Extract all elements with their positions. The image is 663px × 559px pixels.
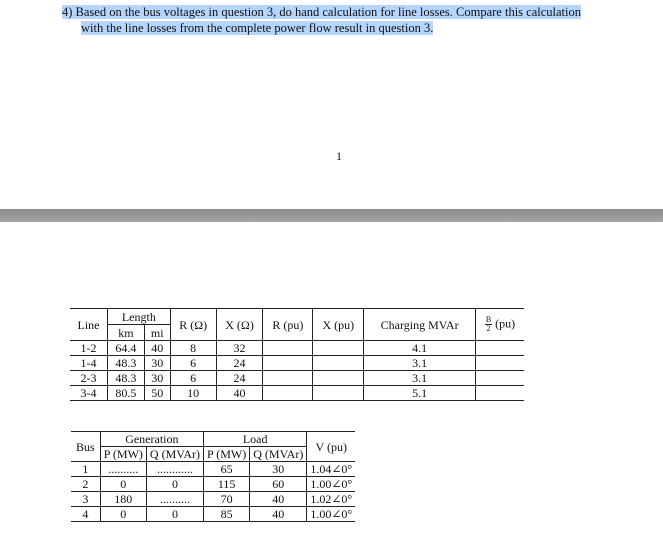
header-q-gen: Q (MVAr) bbox=[146, 447, 203, 462]
table-row bbox=[70, 356, 524, 371]
cell-line: 2-3 bbox=[70, 371, 107, 386]
header-p-load: P (MW) bbox=[204, 447, 250, 462]
cell-charging: 5.1 bbox=[364, 386, 476, 401]
cell-voltage: 1.00∠0° bbox=[307, 507, 355, 522]
header-r-ohm: R (Ω) bbox=[170, 309, 216, 341]
table-row bbox=[71, 492, 355, 507]
cell-voltage: 1.04∠0° bbox=[307, 462, 355, 477]
page-number: 1 bbox=[336, 149, 342, 163]
cell-r-ohm: 8 bbox=[170, 341, 216, 356]
header-bus: Bus bbox=[71, 432, 100, 462]
cell-p-gen: 0 bbox=[100, 477, 146, 492]
table-row bbox=[70, 371, 524, 386]
header-charging: Charging MVAr bbox=[364, 309, 476, 341]
table-row bbox=[71, 507, 355, 522]
cell-p-load: 70 bbox=[204, 492, 250, 507]
cell-x-pu bbox=[313, 341, 364, 356]
cell-r-ohm: 6 bbox=[170, 356, 216, 371]
cell-p-gen: .......... bbox=[100, 462, 146, 477]
cell-x-pu bbox=[313, 386, 364, 401]
b-denominator: 2 bbox=[486, 324, 491, 333]
line-data-table bbox=[70, 308, 524, 401]
cell-b-pu bbox=[475, 356, 524, 371]
cell-q-load: 40 bbox=[250, 492, 307, 507]
cell-r-pu bbox=[263, 371, 313, 386]
cell-km: 80.5 bbox=[107, 386, 144, 401]
cell-r-pu bbox=[263, 386, 313, 401]
question-text bbox=[62, 4, 642, 36]
cell-line: 1-4 bbox=[70, 356, 107, 371]
cell-p-gen: 0 bbox=[100, 507, 146, 522]
table-row bbox=[71, 477, 355, 492]
cell-b-pu bbox=[475, 371, 524, 386]
cell-mi: 50 bbox=[144, 386, 170, 401]
cell-x-ohm: 32 bbox=[216, 341, 263, 356]
cell-x-pu bbox=[313, 371, 364, 386]
header-x-pu: X (pu) bbox=[313, 309, 364, 341]
cell-km: 64.4 bbox=[107, 341, 144, 356]
cell-mi: 40 bbox=[144, 341, 170, 356]
header-q-load: Q (MVAr) bbox=[250, 447, 307, 462]
page-divider bbox=[0, 209, 663, 222]
cell-x-ohm: 24 bbox=[216, 371, 263, 386]
cell-x-ohm: 40 bbox=[216, 386, 263, 401]
header-b-half-pu bbox=[475, 309, 524, 341]
cell-r-ohm: 10 bbox=[170, 386, 216, 401]
cell-p-load: 65 bbox=[204, 462, 250, 477]
cell-q-load: 40 bbox=[250, 507, 307, 522]
cell-charging: 3.1 bbox=[364, 371, 476, 386]
cell-x-ohm: 24 bbox=[216, 356, 263, 371]
cell-p-load: 115 bbox=[204, 477, 250, 492]
header-km: km bbox=[107, 325, 144, 341]
cell-bus: 3 bbox=[71, 492, 100, 507]
cell-voltage: 1.02∠0° bbox=[307, 492, 355, 507]
b-over-2-fraction bbox=[485, 316, 492, 333]
cell-q-gen: 0 bbox=[146, 477, 203, 492]
cell-p-load: 85 bbox=[204, 507, 250, 522]
cell-r-pu bbox=[263, 356, 313, 371]
cell-p-gen: 180 bbox=[100, 492, 146, 507]
header-x-ohm: X (Ω) bbox=[216, 309, 263, 341]
cell-b-pu bbox=[475, 341, 524, 356]
cell-bus: 2 bbox=[71, 477, 100, 492]
header-mi: mi bbox=[144, 325, 170, 341]
table-row bbox=[71, 462, 355, 477]
cell-bus: 4 bbox=[71, 507, 100, 522]
cell-q-gen: 0 bbox=[146, 507, 203, 522]
header-generation: Generation bbox=[100, 432, 203, 447]
cell-mi: 30 bbox=[144, 356, 170, 371]
b-unit: (pu) bbox=[495, 316, 516, 331]
cell-q-load: 60 bbox=[250, 477, 307, 492]
cell-voltage: 1.00∠0° bbox=[307, 477, 355, 492]
cell-charging: 4.1 bbox=[364, 341, 476, 356]
cell-r-pu bbox=[263, 341, 313, 356]
cell-line: 3-4 bbox=[70, 386, 107, 401]
cell-x-pu bbox=[313, 356, 364, 371]
cell-q-load: 30 bbox=[250, 462, 307, 477]
cell-b-pu bbox=[475, 386, 524, 401]
table-row bbox=[70, 341, 524, 356]
cell-charging: 3.1 bbox=[364, 356, 476, 371]
table-row bbox=[70, 386, 524, 401]
bus-data-table bbox=[71, 431, 355, 522]
cell-q-gen: ............ bbox=[146, 462, 203, 477]
cell-line: 1-2 bbox=[70, 341, 107, 356]
document-page bbox=[0, 0, 663, 208]
cell-km: 48.3 bbox=[107, 356, 144, 371]
cell-mi: 30 bbox=[144, 371, 170, 386]
header-p-gen: P (MW) bbox=[100, 447, 146, 462]
header-r-pu: R (pu) bbox=[263, 309, 313, 341]
cell-bus: 1 bbox=[71, 462, 100, 477]
header-length: Length bbox=[107, 309, 170, 325]
b-numerator: B bbox=[485, 315, 492, 324]
cell-km: 48.3 bbox=[107, 371, 144, 386]
cell-r-ohm: 6 bbox=[170, 371, 216, 386]
question-line-1[interactable]: 4) Based on the bus voltages in question 3, do hand calculation for line losses. Compare this calculation bbox=[62, 5, 581, 19]
header-load: Load bbox=[204, 432, 307, 447]
header-voltage: V (pu) bbox=[307, 432, 355, 462]
cell-q-gen: .......... bbox=[146, 492, 203, 507]
question-line-2[interactable]: with the line losses from the complete power flow result in question 3. bbox=[81, 21, 434, 35]
header-line: Line bbox=[70, 309, 107, 341]
